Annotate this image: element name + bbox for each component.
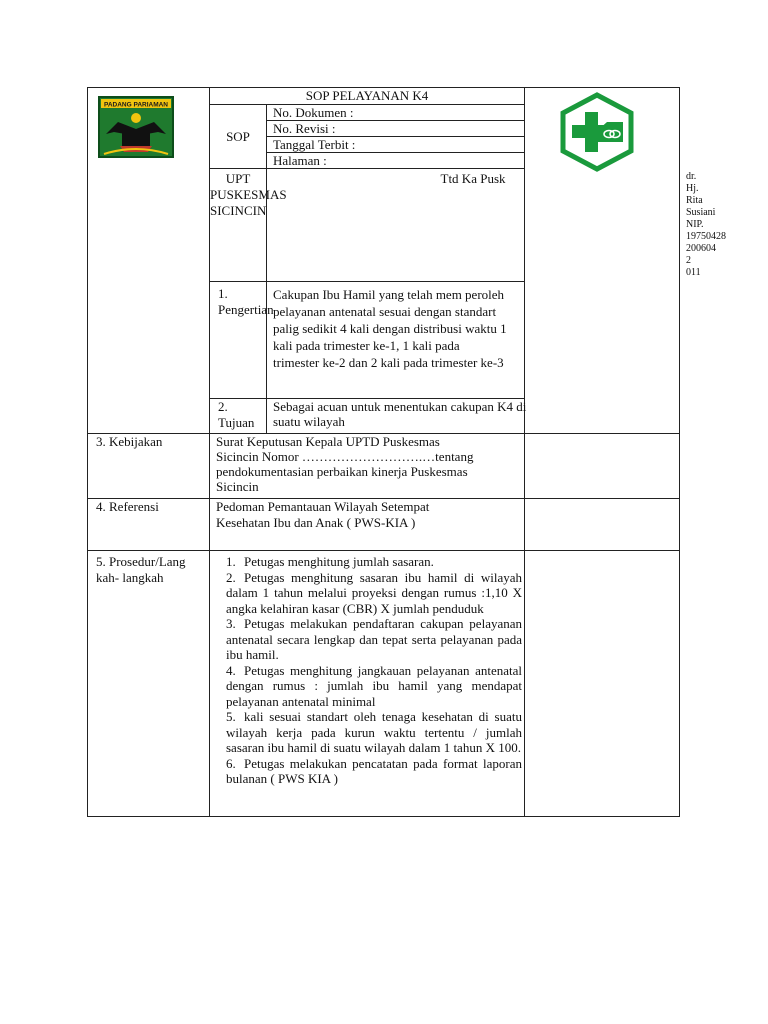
prosedur-label-line: kah- langkah <box>96 570 164 585</box>
sop-table: PADANG PARIAMAN SOP PELAYANAN K4 SOP No. Dokumen : No. Revisi : Tanggal Terbit : Halaman : UPT PUSKESMAS SICINCIN Ttd Ka Pusk dr. Hj. Rita Susiani NIP. 19750428 200604 2 011 1. Pengertian Cakupan Ibu Hamil yang telah mem peroleh pelayanan antenatal sesuai dengan standart palig sedikit 4 kali dengan distribusi waktu 1 kali pada trimester ke-1, 1 kali pada trimester ke-2 dan 2 kali pada trimester ke-3 2. Tujuan Sebagai acuan untuk menentukan cakupan K4 di suatu wilayah 3. Kebijakan Surat Keputusan Kepala UPTD Puskesmas Sicincin Nomor ……………………….…tentang pendokumentasian perbaikan kinerja Puskesmas Sicincin 4. Referensi Pedoman Pemantauan Wilayah Setempat Kesehatan Ibu dan Anak ( PWS-KIA ) 5. Prosedur/Lang kah- langkah 1. Petugas menghitung jumlah sasaran. 2. Petugas menghitung sasaran ibu hamil di wilayah dalam 1 tahun melalui proyeksi dengan rumus :1,10 X angka kelahiran kasar (CBR) X jumlah penduduk 3. Petugas melakukan pendaftaran cakupan pelayanan antenatal secara lengkap dan tepat serta pelayanan pada ibu hamil. 4. Petugas menghitung jangkauan pelayanan antenatal dengan rumus : jumlah ibu hamil yang mendapat pelayanan antenatal minimal 5. kali sesuai standart oleh tenaga kesehatan di suatu wilayah kerja pada kurun waktu tertentu / jumlah sasaran ibu hamil di suatu wilayah dalam 1 tahun X 100. 6. Petugas melakukan pencatatan pada format laporan bulanan ( PWS KIA ) <box>87 87 680 817</box>
section-label-kebijakan: 3. Kebijakan <box>88 434 210 499</box>
empty-cell <box>525 434 680 499</box>
field-halaman: Halaman : <box>273 153 327 168</box>
kebijakan-line: Sicincin <box>216 479 259 494</box>
procedure-step: 2. Petugas menghitung sasaran ibu hamil di wilayah dalam 1 tahun melalui proyeksi dengan rumus :1,10 X angka kelahiran kasar (CBR) X jumlah penduduk <box>226 569 522 616</box>
referensi-line: Pedoman Pemantauan Wilayah Setempat <box>216 499 430 514</box>
procedure-step: 3. Petugas melakukan pendaftaran cakupan pelayanan antenatal secara lengkap dan tepat serta pelayanan pada ibu hamil. <box>226 616 522 662</box>
document-fields <box>267 105 525 169</box>
procedure-step: 5. kali sesuai standart oleh tenaga kesehatan di suatu wilayah kerja pada kurun waktu tertentu / jumlah sasaran ibu hamil di suatu wilayah dalam 1 tahun X 100. <box>226 709 522 755</box>
pengertian-line: kali pada trimester ke-1, 1 kali pada <box>273 338 460 353</box>
sop-document <box>87 87 726 817</box>
kebijakan-line: Sicincin Nomor ……………………….…tentang <box>216 449 474 464</box>
empty-cell <box>525 551 680 817</box>
unit-line-1: UPT <box>225 171 251 186</box>
region-logo-cell <box>88 88 210 434</box>
procedure-step: 1. Petugas menghitung jumlah sasaran. <box>226 554 434 569</box>
padang-pariaman-logo-icon <box>98 96 174 158</box>
unit-line-3: SICINCIN <box>210 203 267 218</box>
health-logo-cell <box>525 88 680 434</box>
section-label-prosedur <box>88 551 210 817</box>
pengertian-line: Cakupan Ibu Hamil yang telah mem peroleh <box>273 287 505 302</box>
section-content-referensi <box>210 499 525 551</box>
procedure-step: 4. Petugas menghitung jangkauan pelayanan antenatal dengan rumus : jumlah ibu hamil yang mendapat pelayanan antenatal minimal <box>226 662 522 709</box>
sop-title: SOP PELAYANAN K4 <box>210 88 525 105</box>
kebijakan-line: Surat Keputusan Kepala UPTD Puskesmas <box>216 434 440 449</box>
signature-label: Ttd Ka Pusk <box>267 169 680 282</box>
procedure-step: 6. Petugas melakukan pencatatan pada format laporan bulanan ( PWS KIA ) <box>226 755 522 786</box>
tujuan-line: Sebagai acuan untuk menentukan cakupan K4 di <box>273 399 527 414</box>
unit-line-2: PUSKESMAS <box>210 187 287 202</box>
section-content-kebijakan <box>210 434 525 499</box>
section-content-prosedur <box>210 551 525 817</box>
region-logo-text: PADANG PARIAMAN <box>103 101 169 109</box>
procedure-steps <box>226 554 522 787</box>
pengertian-line: trimester ke-2 dan 2 kali pada trimester ke-3 <box>273 355 504 370</box>
unit-name <box>210 169 287 282</box>
puskesmas-logo-icon <box>557 92 637 172</box>
field-no-dokumen: No. Dokumen : <box>267 105 524 121</box>
sop-label: SOP <box>210 105 267 169</box>
section-label-tujuan: 2. Tujuan <box>210 399 267 434</box>
prosedur-label-line: 5. Prosedur/Lang <box>96 554 186 569</box>
pengertian-line: pelayanan antenatal sesuai dengan standart <box>273 304 497 319</box>
tujuan-line: suatu wilayah <box>273 414 345 429</box>
kebijakan-line: pendokumentasian perbaikan kinerja Puskesmas <box>216 464 468 479</box>
section-label-referensi: 4. Referensi <box>88 499 210 551</box>
field-tanggal-terbit: Tanggal Terbit : <box>267 137 524 153</box>
referensi-line: Kesehatan Ibu dan Anak ( PWS-KIA ) <box>216 515 416 530</box>
empty-cell <box>525 499 680 551</box>
section-label-pengertian: 1. Pengertian <box>210 282 267 399</box>
field-no-revisi: No. Revisi : <box>267 121 524 137</box>
pengertian-line: palig sedikit 4 kali dengan distribusi waktu 1 <box>273 321 507 336</box>
